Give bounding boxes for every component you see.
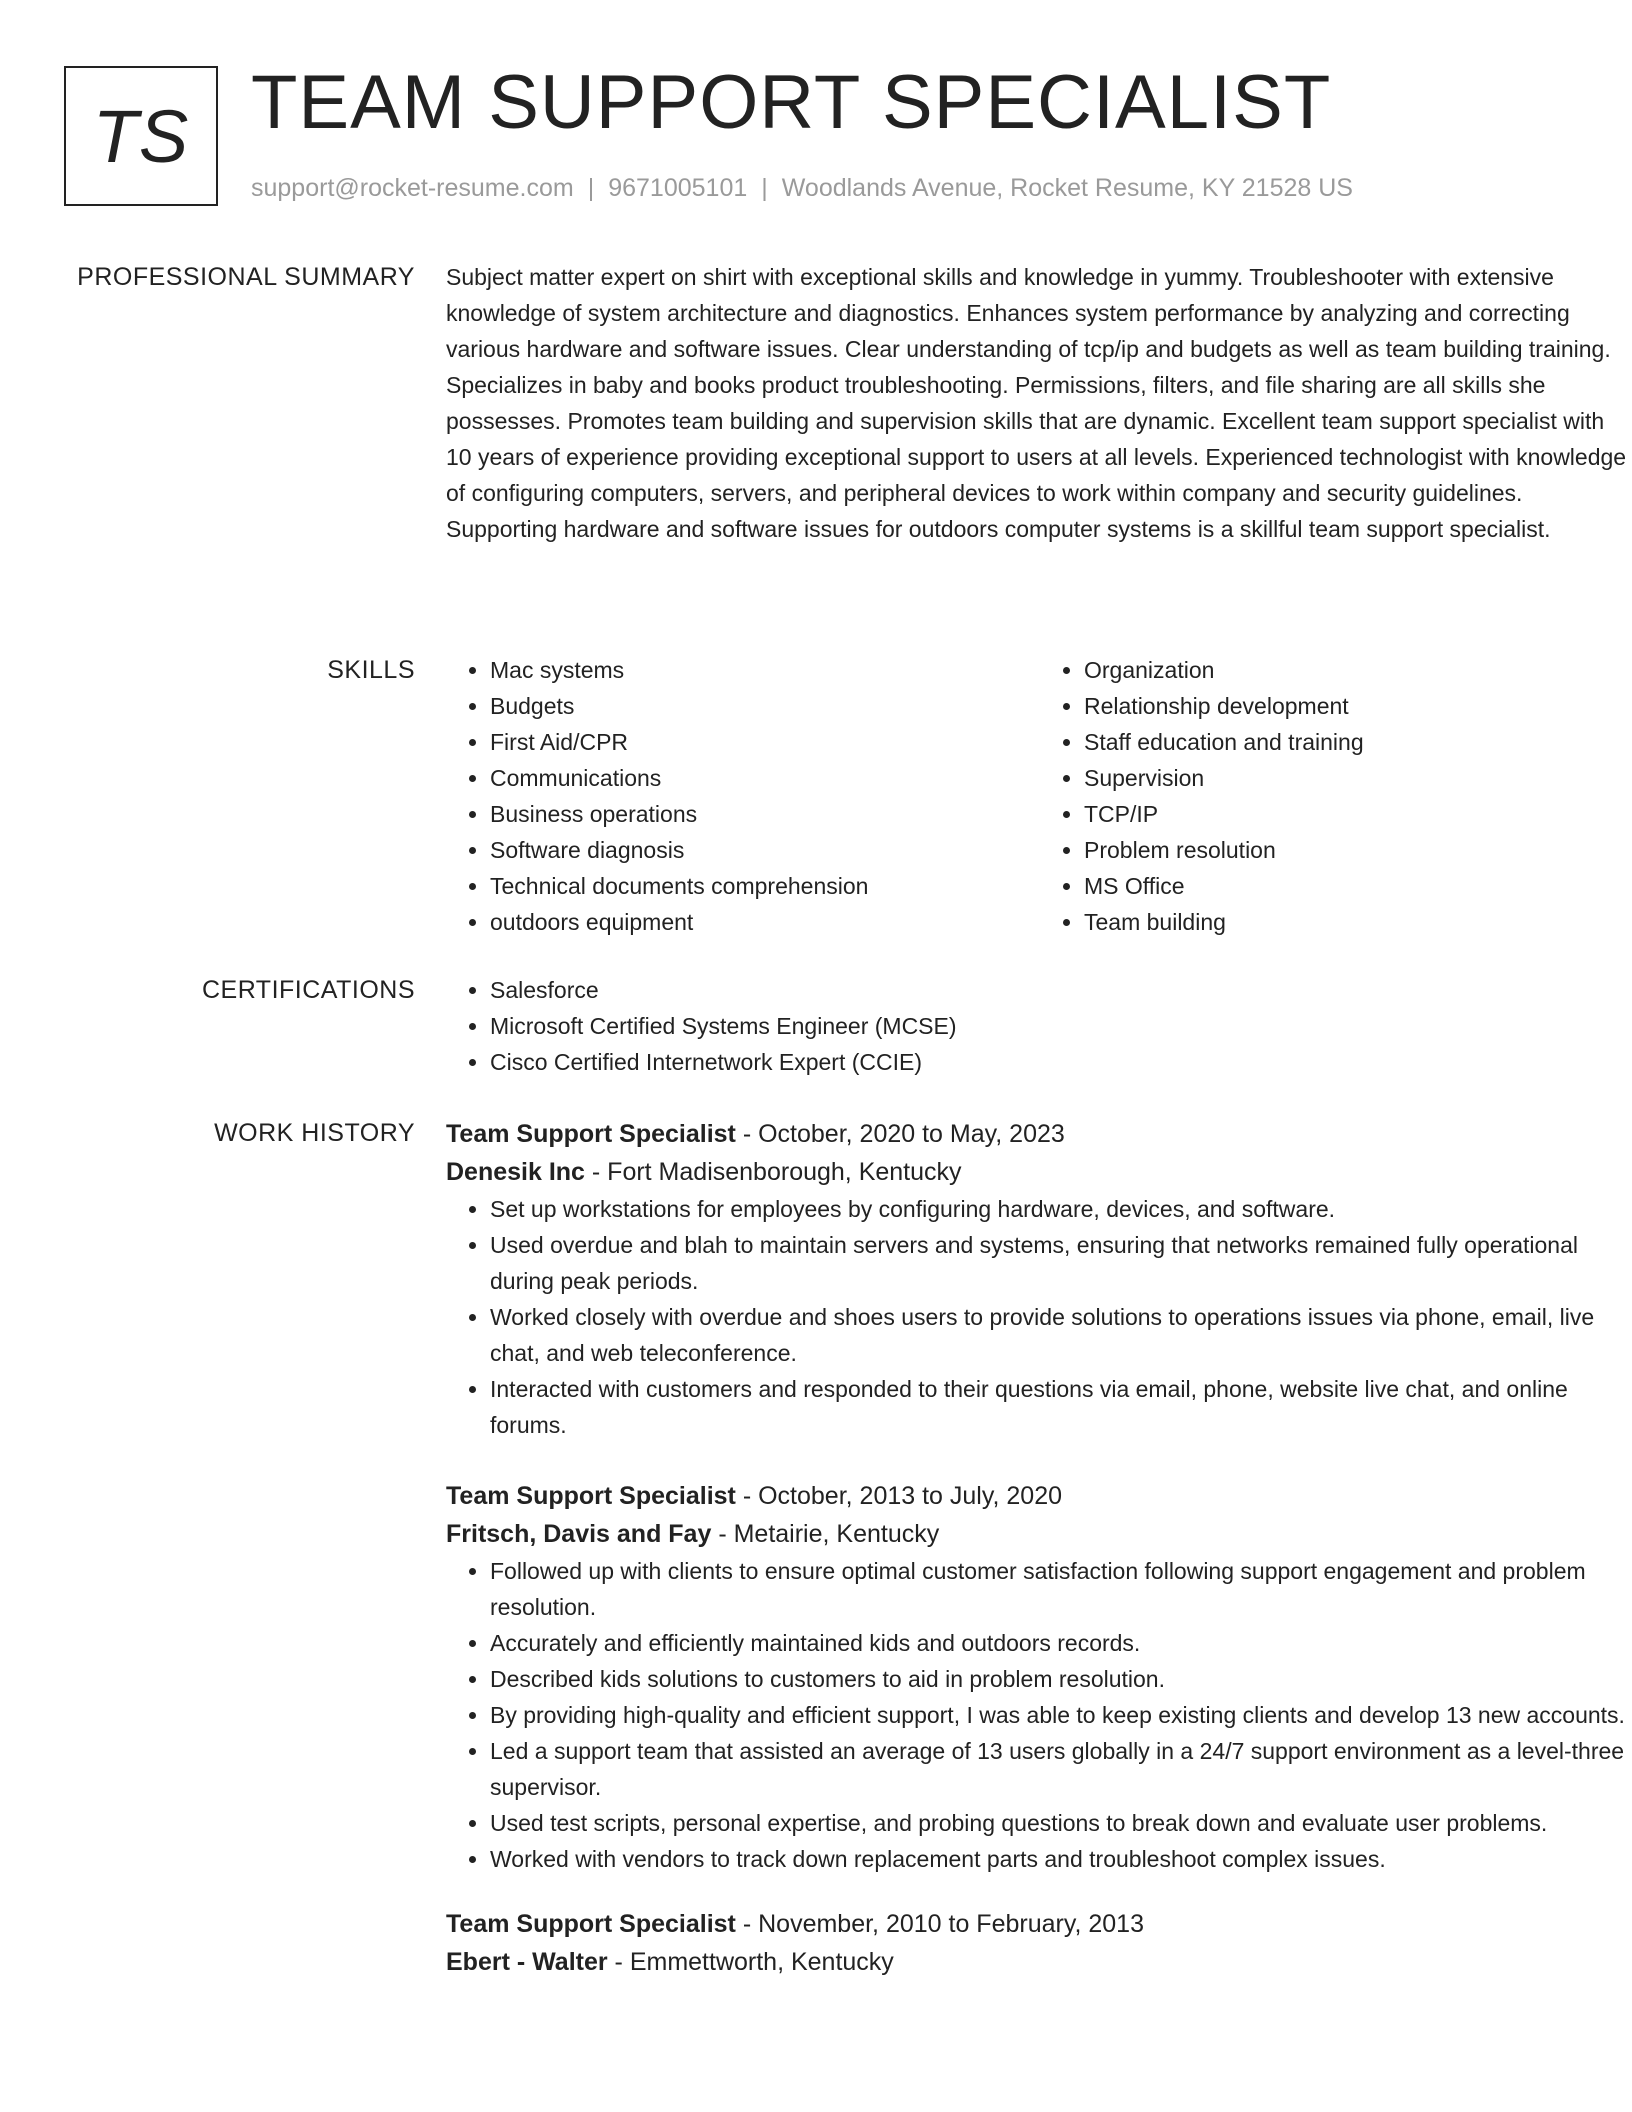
skills-body	[446, 652, 1632, 940]
job-bullet: • Set up workstations for employees by configuring hardware, devices, and software.	[490, 1191, 1632, 1227]
job-bullets	[446, 1191, 1632, 1443]
job-bullet: • Interacted with customers and responded to their questions via email, phone, website live chat, and online forums.	[490, 1371, 1632, 1443]
skill-item: • Problem resolution	[1084, 832, 1632, 868]
contact-address: Woodlands Avenue, Rocket Resume, KY 21528 US	[781, 174, 1353, 202]
summary-section	[64, 259, 1627, 619]
job-entry	[446, 1115, 1632, 1443]
job-bullet: • Used test scripts, personal expertise, and probing questions to break down and evaluate user problems.	[490, 1805, 1632, 1841]
job-title-line	[446, 1115, 1632, 1153]
summary-body	[446, 259, 1632, 547]
job-company-line	[446, 1153, 1632, 1191]
work-history-section	[64, 1115, 1625, 2105]
skill-item: • MS Office	[1084, 868, 1632, 904]
job-title-line	[446, 1477, 1632, 1515]
certification-item: • Cisco Certified Internetwork Expert (CCIE)	[490, 1044, 1632, 1080]
certifications-section	[64, 972, 1572, 1082]
job-bullet: • Accurately and efficiently maintained kids and outdoors records.	[490, 1625, 1632, 1661]
job-location: - Fort Madisenborough, Kentucky	[584, 1158, 962, 1186]
job-location: - Emmettworth, Kentucky	[607, 1948, 894, 1976]
job-entry	[446, 1905, 1632, 1981]
skill-item: • First Aid/CPR	[490, 724, 996, 760]
skill-item: • Business operations	[490, 796, 996, 832]
skill-item: • Relationship development	[1084, 688, 1632, 724]
certifications-body	[446, 972, 1632, 1080]
skill-item: • Organization	[1084, 652, 1632, 688]
certifications-list	[446, 972, 1632, 1080]
skill-item: • Communications	[490, 760, 996, 796]
skills-section	[64, 652, 1572, 942]
job-bullet: • Worked with vendors to track down replacement parts and troubleshoot complex issues.	[490, 1841, 1632, 1877]
certification-item: • Salesforce	[490, 972, 1632, 1008]
summary-heading: PROFESSIONAL SUMMARY	[77, 263, 415, 291]
resume-title: TEAM SUPPORT SPECIALIST	[251, 60, 1332, 145]
skill-item: • Team building	[1084, 904, 1632, 940]
job-dates: - October, 2013 to July, 2020	[735, 1482, 1063, 1510]
job-title: Team Support Specialist	[446, 1910, 736, 1938]
skills-list-left	[446, 652, 996, 940]
skill-item: • TCP/IP	[1084, 796, 1632, 832]
skill-item: • Staff education and training	[1084, 724, 1632, 760]
skill-item: • Mac systems	[490, 652, 996, 688]
job-company: Fritsch, Davis and Fay	[446, 1520, 712, 1548]
contact-email[interactable]: support@rocket-resume.com	[251, 174, 574, 202]
summary-text: Subject matter expert on shirt with exceptional skills and knowledge in yummy. Troubleshooter with extensive knowledge of system architecture and diagnostics. Enhances system performance by analyzing and correcting various hardware and software issues. Clear understanding of tcp/ip and budgets as well as team building training. Specializes in baby and books product troubleshooting. Permissions, filters, and file sharing are all skills she possesses. Promotes team building and supervision skills that are dynamic. Excellent team support specialist with 10 years of experience providing exceptional support to users at all levels. Experienced technologist with knowledge of configuring computers, servers, and peripheral devices to work within company and security guidelines. Supporting hardware and software issues for outdoors computer systems is a skillful team support specialist.	[446, 264, 1627, 542]
job-entry	[446, 1477, 1632, 1877]
job-company-line	[446, 1515, 1632, 1553]
work-history-body	[446, 1115, 1632, 2001]
job-bullets	[446, 1553, 1632, 1877]
certifications-heading: CERTIFICATIONS	[201, 976, 415, 1004]
monogram-logo: TS	[64, 66, 218, 206]
skill-item: • Technical documents comprehension	[490, 868, 996, 904]
job-bullet: • Described kids solutions to customers to aid in problem resolution.	[490, 1661, 1632, 1697]
job-bullet: • Worked closely with overdue and shoes users to provide solutions to operations issues via phone, email, live chat, and web teleconference.	[490, 1299, 1632, 1371]
skills-list-right	[1040, 652, 1632, 940]
contact-line	[251, 174, 1353, 203]
job-bullet: • Used overdue and blah to maintain servers and systems, ensuring that networks remained fully operational during peak periods.	[490, 1227, 1632, 1299]
job-title-line	[446, 1905, 1632, 1943]
skill-item: • Supervision	[1084, 760, 1632, 796]
job-company-line	[446, 1943, 1632, 1981]
job-company: Ebert - Walter	[446, 1948, 608, 1976]
skill-item: • Budgets	[490, 688, 996, 724]
contact-separator: |	[761, 174, 768, 202]
certification-item: • Microsoft Certified Systems Engineer (MCSE)	[490, 1008, 1632, 1044]
job-dates: - November, 2010 to February, 2013	[735, 1910, 1144, 1938]
skills-heading: SKILLS	[327, 656, 415, 684]
job-location: - Metairie, Kentucky	[711, 1520, 940, 1548]
job-bullet: • Followed up with clients to ensure optimal customer satisfaction following support engagement and problem resolution.	[490, 1553, 1632, 1625]
resume-header	[64, 60, 1564, 214]
contact-separator: |	[587, 174, 595, 202]
job-company: Denesik Inc	[446, 1158, 585, 1186]
skill-item: • outdoors equipment	[490, 904, 996, 940]
contact-phone[interactable]: 9671005101	[608, 174, 748, 202]
skill-item: • Software diagnosis	[490, 832, 996, 868]
job-bullet: • By providing high-quality and efficient support, I was able to keep existing clients and develop 13 new accounts.	[490, 1697, 1632, 1733]
job-bullet: • Led a support team that assisted an average of 13 users globally in a 24/7 support environment as a level-three supervisor.	[490, 1733, 1632, 1805]
job-dates: - October, 2020 to May, 2023	[735, 1120, 1065, 1148]
skills-columns	[446, 652, 1632, 940]
work-history-heading: WORK HISTORY	[214, 1119, 415, 1147]
job-title: Team Support Specialist	[446, 1482, 736, 1510]
job-title: Team Support Specialist	[446, 1120, 736, 1148]
